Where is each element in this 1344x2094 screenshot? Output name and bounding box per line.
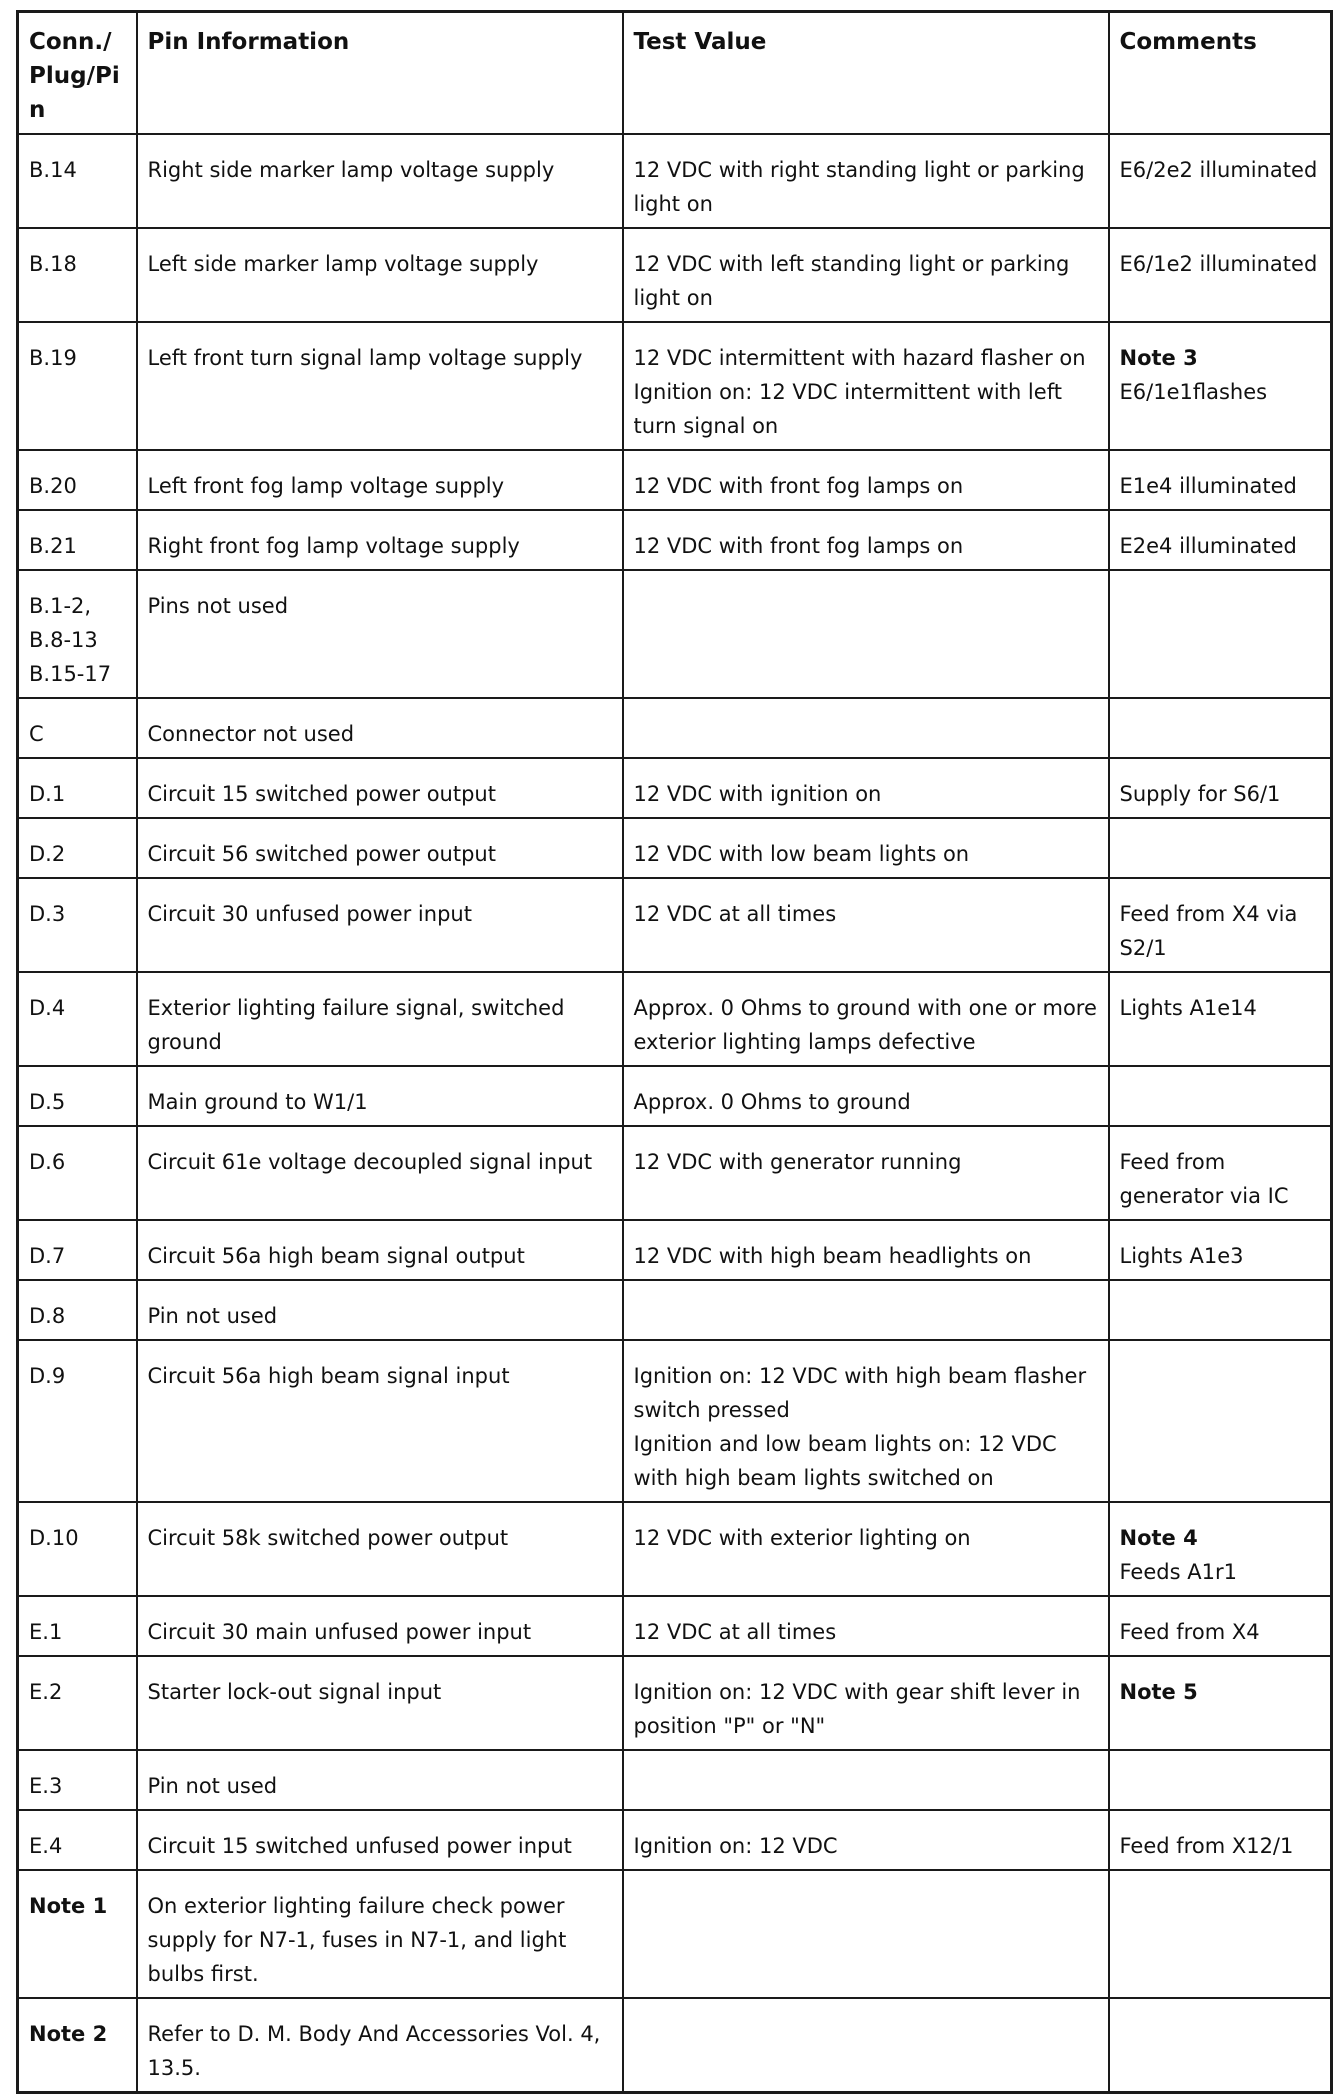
pin-cell: B.20 <box>18 450 137 510</box>
pin-test-table <box>16 10 1333 2094</box>
pin-cell: D.10 <box>18 1502 137 1596</box>
pin-information-cell: Pins not used <box>137 570 623 698</box>
comments-cell <box>1109 570 1332 698</box>
pin-information-cell: Circuit 56a high beam signal input <box>137 1340 623 1502</box>
table-row <box>18 1750 1332 1810</box>
comment-text: Feeds A1r1 <box>1119 1560 1237 1584</box>
table-row <box>18 570 1332 698</box>
table-row <box>18 698 1332 758</box>
test-value-cell: 12 VDC at all times <box>623 1596 1109 1656</box>
note-reference: Note 4 <box>1119 1526 1198 1550</box>
comments-cell <box>1109 698 1332 758</box>
pin-cell: D.5 <box>18 1066 137 1126</box>
pin-information-cell: Circuit 58k switched power output <box>137 1502 623 1596</box>
pin-cell: D.2 <box>18 818 137 878</box>
pin-information-cell: Refer to D. M. Body And Accessories Vol. 4, 13.5. <box>137 1998 623 2093</box>
pin-cell: D.3 <box>18 878 137 972</box>
test-value-cell: 12 VDC with left standing light or parking light on <box>623 228 1109 322</box>
note-reference: Note 3 <box>1119 346 1198 370</box>
test-value-cell: Approx. 0 Ohms to ground <box>623 1066 1109 1126</box>
pin-cell: E.3 <box>18 1750 137 1810</box>
header-pin-information: Pin Information <box>137 12 623 135</box>
header-conn-plug-pin: Conn./ Plug/Pin <box>18 12 137 135</box>
pin-cell: E.4 <box>18 1810 137 1870</box>
table-header-row <box>18 12 1332 135</box>
pin-cell: B.1-2, B.8-13 B.15-17 <box>18 570 137 698</box>
table-row <box>18 1220 1332 1280</box>
table-row <box>18 1596 1332 1656</box>
test-value-cell <box>623 1870 1109 1998</box>
test-value-cell: 12 VDC with ignition on <box>623 758 1109 818</box>
comment-text: Lights A1e14 <box>1119 996 1257 1020</box>
comments-cell <box>1109 322 1332 450</box>
test-value-cell <box>623 1750 1109 1810</box>
pin-information-cell: Left side marker lamp voltage supply <box>137 228 623 322</box>
pin-cell: B.21 <box>18 510 137 570</box>
comments-cell <box>1109 1280 1332 1340</box>
pin-cell: B.18 <box>18 228 137 322</box>
pin-information-cell: Pin not used <box>137 1280 623 1340</box>
pin-information-cell: Main ground to W1/1 <box>137 1066 623 1126</box>
test-value-cell: Ignition on: 12 VDC with high beam flasher switch pressed Ignition and low beam lights on: 12 VDC with high beam lights switched on <box>623 1340 1109 1502</box>
comment-text: Feed from generator via IC <box>1119 1150 1289 1208</box>
comments-cell <box>1109 1340 1332 1502</box>
comment-text: E6/2e2 illuminated <box>1119 158 1318 182</box>
comment-text: Feed from X4 <box>1119 1620 1260 1644</box>
table-row <box>18 758 1332 818</box>
comment-text: E6/1e1flashes <box>1119 380 1268 404</box>
table-row <box>18 1280 1332 1340</box>
table-row <box>18 322 1332 450</box>
header-test-value: Test Value <box>623 12 1109 135</box>
pin-information-cell: Circuit 56 switched power output <box>137 818 623 878</box>
comments-cell <box>1109 1126 1332 1220</box>
comment-text: E1e4 illuminated <box>1119 474 1297 498</box>
pin-information-cell: Circuit 15 switched power output <box>137 758 623 818</box>
test-value-cell: 12 VDC with generator running <box>623 1126 1109 1220</box>
comments-cell <box>1109 818 1332 878</box>
comments-cell <box>1109 1066 1332 1126</box>
test-value-cell: Ignition on: 12 VDC with gear shift lever in position "P" or "N" <box>623 1656 1109 1750</box>
table-row <box>18 818 1332 878</box>
comments-cell <box>1109 1810 1332 1870</box>
test-value-cell <box>623 1998 1109 2093</box>
pin-information-cell: Circuit 30 unfused power input <box>137 878 623 972</box>
pin-cell: D.1 <box>18 758 137 818</box>
pin-information-cell: Circuit 30 main unfused power input <box>137 1596 623 1656</box>
comments-cell <box>1109 1870 1332 1998</box>
pin-information-cell: Starter lock-out signal input <box>137 1656 623 1750</box>
pin-information-cell: Connector not used <box>137 698 623 758</box>
table-row <box>18 450 1332 510</box>
table-row <box>18 1340 1332 1502</box>
table-row <box>18 972 1332 1066</box>
comments-cell <box>1109 134 1332 228</box>
test-value-cell: Ignition on: 12 VDC <box>623 1810 1109 1870</box>
test-value-cell <box>623 1280 1109 1340</box>
pin-cell: D.7 <box>18 1220 137 1280</box>
pin-cell: E.1 <box>18 1596 137 1656</box>
comments-cell <box>1109 758 1332 818</box>
pin-information-cell: Circuit 56a high beam signal output <box>137 1220 623 1280</box>
pin-information-cell: Right side marker lamp voltage supply <box>137 134 623 228</box>
table-row <box>18 134 1332 228</box>
pin-cell: Note 2 <box>18 1998 137 2093</box>
pin-cell: E.2 <box>18 1656 137 1750</box>
pin-information-cell: Pin not used <box>137 1750 623 1810</box>
pin-cell: D.9 <box>18 1340 137 1502</box>
comments-cell <box>1109 1596 1332 1656</box>
pin-cell: D.6 <box>18 1126 137 1220</box>
table-row <box>18 1126 1332 1220</box>
note-reference: Note 5 <box>1119 1680 1198 1704</box>
pin-information-cell: Left front fog lamp voltage supply <box>137 450 623 510</box>
test-value-cell: 12 VDC with exterior lighting on <box>623 1502 1109 1596</box>
pin-cell: C <box>18 698 137 758</box>
comments-cell <box>1109 1220 1332 1280</box>
table-row <box>18 1870 1332 1998</box>
pin-cell: D.4 <box>18 972 137 1066</box>
table-row <box>18 1656 1332 1750</box>
comment-text: Feed from X4 via S2/1 <box>1119 902 1298 960</box>
comments-cell <box>1109 1750 1332 1810</box>
comments-cell <box>1109 228 1332 322</box>
comments-cell <box>1109 510 1332 570</box>
table-row <box>18 510 1332 570</box>
test-value-cell: 12 VDC with right standing light or parking light on <box>623 134 1109 228</box>
table-row <box>18 1998 1332 2093</box>
comments-cell <box>1109 1502 1332 1596</box>
table-body <box>18 12 1332 2093</box>
comment-text: E2e4 illuminated <box>1119 534 1297 558</box>
pin-cell: D.8 <box>18 1280 137 1340</box>
comments-cell <box>1109 450 1332 510</box>
comments-cell <box>1109 1998 1332 2093</box>
comments-cell <box>1109 972 1332 1066</box>
pin-information-cell: Right front fog lamp voltage supply <box>137 510 623 570</box>
test-value-cell: 12 VDC intermittent with hazard flasher on Ignition on: 12 VDC intermittent with left turn signal on <box>623 322 1109 450</box>
test-value-cell: Approx. 0 Ohms to ground with one or more exterior lighting lamps defective <box>623 972 1109 1066</box>
test-value-cell <box>623 698 1109 758</box>
test-value-cell: 12 VDC with front fog lamps on <box>623 450 1109 510</box>
table-row <box>18 878 1332 972</box>
comment-text: Lights A1e3 <box>1119 1244 1244 1268</box>
comment-text: E6/1e2 illuminated <box>1119 252 1318 276</box>
pin-information-cell: Left front turn signal lamp voltage supply <box>137 322 623 450</box>
test-value-cell <box>623 570 1109 698</box>
table-row <box>18 1810 1332 1870</box>
test-value-cell: 12 VDC with high beam headlights on <box>623 1220 1109 1280</box>
comment-text: Supply for S6/1 <box>1119 782 1281 806</box>
pin-information-cell: Circuit 61e voltage decoupled signal input <box>137 1126 623 1220</box>
test-value-cell: 12 VDC at all times <box>623 878 1109 972</box>
pin-information-cell: Exterior lighting failure signal, switched ground <box>137 972 623 1066</box>
pin-cell: B.19 <box>18 322 137 450</box>
table-row <box>18 228 1332 322</box>
table-row <box>18 1502 1332 1596</box>
pin-information-cell: Circuit 15 switched unfused power input <box>137 1810 623 1870</box>
table-row <box>18 1066 1332 1126</box>
pin-cell: B.14 <box>18 134 137 228</box>
pin-cell: Note 1 <box>18 1870 137 1998</box>
header-comments: Comments <box>1109 12 1332 135</box>
comment-text: Feed from X12/1 <box>1119 1834 1294 1858</box>
comments-cell <box>1109 1656 1332 1750</box>
test-value-cell: 12 VDC with low beam lights on <box>623 818 1109 878</box>
comments-cell <box>1109 878 1332 972</box>
test-value-cell: 12 VDC with front fog lamps on <box>623 510 1109 570</box>
pin-information-cell: On exterior lighting failure check power supply for N7-1, fuses in N7-1, and light bulbs first. <box>137 1870 623 1998</box>
